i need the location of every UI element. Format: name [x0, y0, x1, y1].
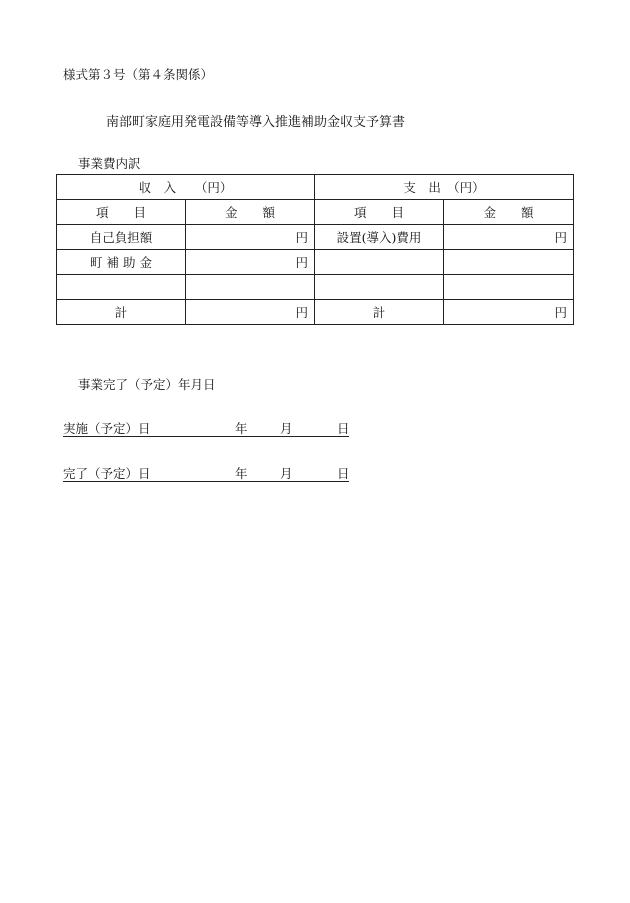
- start-date-label: 実施（予定）日: [63, 421, 151, 436]
- form-number: 様式第３号（第４条関係）: [63, 67, 214, 82]
- start-date-line[interactable]: [63, 419, 349, 437]
- document-title: 南部町家庭用発電設備等導入推進補助金収支予算書: [106, 115, 406, 130]
- income-amount-cell[interactable]: [186, 275, 315, 300]
- expense-item-cell[interactable]: [315, 250, 444, 275]
- end-day-unit: 日: [337, 466, 350, 481]
- table-row: [57, 225, 574, 250]
- income-header: 収 入 （円）: [57, 175, 315, 200]
- income-item-cell: 町 補 助 金: [57, 250, 186, 275]
- expense-amount-header: 金 額: [444, 200, 574, 225]
- expense-amount-cell[interactable]: [444, 275, 574, 300]
- income-amount-cell[interactable]: 円: [186, 225, 315, 250]
- expense-header: 支 出 （円）: [315, 175, 574, 200]
- income-amount-cell[interactable]: 円: [186, 250, 315, 275]
- table-total-row: [57, 300, 574, 325]
- start-month-unit: 月: [280, 421, 293, 436]
- table-column-row: [57, 200, 574, 225]
- expense-total-amount[interactable]: 円: [444, 300, 574, 325]
- expense-total-label: 計: [315, 300, 444, 325]
- end-year-unit: 年: [235, 466, 248, 481]
- income-amount-header: 金 額: [186, 200, 315, 225]
- end-month-unit: 月: [280, 466, 293, 481]
- completion-date-label: 事業完了（予定）年月日: [78, 377, 216, 392]
- expense-item-cell: 設置(導入)費用: [315, 225, 444, 250]
- table-row: [57, 250, 574, 275]
- expense-item-header: 項 目: [315, 200, 444, 225]
- start-year-unit: 年: [235, 421, 248, 436]
- start-day-unit: 日: [337, 421, 350, 436]
- income-total-label: 計: [57, 300, 186, 325]
- budget-table: [56, 174, 574, 325]
- end-date-line[interactable]: [63, 464, 349, 482]
- table-row: [57, 275, 574, 300]
- end-date-label: 完了（予定）日: [63, 466, 151, 481]
- table-header-row: [57, 175, 574, 200]
- income-item-cell: 自己負担額: [57, 225, 186, 250]
- income-total-amount[interactable]: 円: [186, 300, 315, 325]
- breakdown-label: 事業費内訳: [78, 156, 141, 171]
- expense-item-cell[interactable]: [315, 275, 444, 300]
- income-item-cell[interactable]: [57, 275, 186, 300]
- income-item-header: 項 目: [57, 200, 186, 225]
- expense-amount-cell[interactable]: 円: [444, 225, 574, 250]
- expense-amount-cell[interactable]: [444, 250, 574, 275]
